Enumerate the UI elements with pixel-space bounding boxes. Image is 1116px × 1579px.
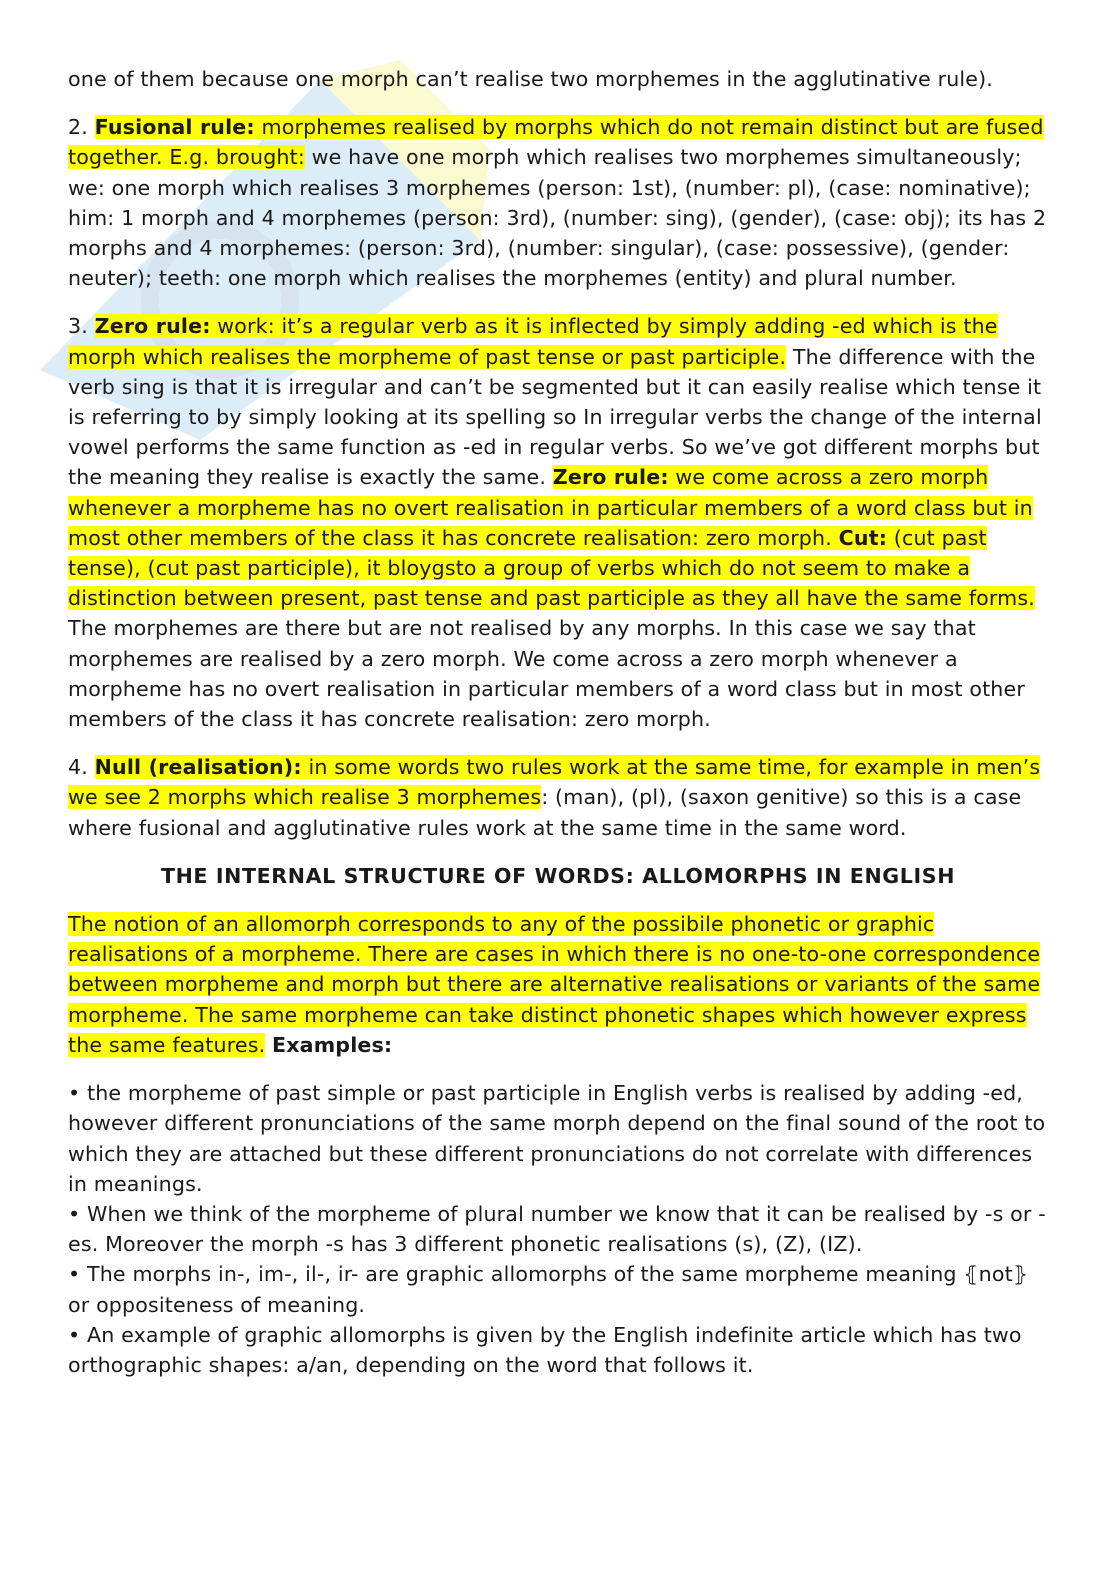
zero-rule-text-1: The difference with the verb sing is that it is irregular and can’t be segmented but it can easily realise which tense it is referring to by simply looking at its spelling so In irregular verbs the change of the internal vowel performs the same function as -ed in regular verbs. So we’ve got different morphs but the meaning they realise is exactly the same. <box>68 344 1042 490</box>
fusional-rule-paragraph <box>68 112 1048 293</box>
examples-label: Examples: <box>272 1032 393 1057</box>
zero-rule-paragraph <box>68 311 1048 734</box>
null-text: : (man), (pl), (saxon genitive) so this is a case where fusional and agglutinative rules work at the same time in the same word. <box>68 785 1022 840</box>
fusional-rule-label: Fusional rule: <box>94 115 255 140</box>
null-label: Null (realisation): <box>94 755 302 780</box>
zero-highlight-text-2: we come across a zero morph whenever a morpheme has no overt realisation in particular members of a word class but in most other members of the class it has concrete realisation: zero morph. <box>68 465 1033 550</box>
intro-tail-paragraph: one of them because one morph can’t realise two morphemes in the agglutinative rule). <box>68 67 993 91</box>
list-item: • When we think of the morpheme of plural number we know that it can be realised by -s or -es. Moreover the morph -s has 3 different phonetic realisations (s), (Z), (IZ). <box>68 1201 1046 1257</box>
cut-highlight-text: (cut past tense), (cut past participle), it bloygsto a group of verbs which do not seem to make a distinction between present, past tense and past participle as they all have the same forms. <box>68 525 1035 611</box>
zero-rule-label: Zero rule: <box>94 314 211 339</box>
section-title: THE INTERNAL STRUCTURE OF WORDS: ALLOMORPHS IN ENGLISH <box>160 863 956 888</box>
list-item: • An example of graphic allomorphs is given by the English indefinite article which has two orthographic shapes: a/an, depending on the word that follows it. <box>68 1322 1022 1377</box>
item-number: 2. <box>68 115 88 140</box>
list-item: • the morpheme of past simple or past participle in English verbs is realised by adding -ed, however different pronunciations of the same morph depend on the final sound of the root to which they are attached but these different pronunciations do not correlate with differences in meanings. <box>68 1081 1046 1196</box>
allomorph-definition: The notion of an allomorph corresponds to any of the possibile phonetic or graphic realisations of a morpheme. There are cases in which there is no one-to-one correspondence between morpheme and morph but there are alternative realisations or variants of the same morpheme. The same morpheme can take distinct phonetic shapes which however express the same features. <box>68 912 1041 1057</box>
null-highlight-text: in some words two rules work at the same time, for example in men’s we see 2 morphs which realise 3 morphemes <box>68 755 1041 810</box>
allomorph-paragraph <box>68 909 1048 1060</box>
zero-rule-label-2: Zero rule: <box>552 465 669 490</box>
zero-rule-text-2: The morphemes are there but are not realised by any morphs. In this case we say that morphemes are realised by a zero morph. We come across a zero morph whenever a morpheme has no overt realisation in particular members of a word class but in most other members of the class it has concrete realisation: zero morph. <box>68 616 1025 732</box>
item-number: 3. <box>68 314 88 339</box>
list-item: • The morphs in-, im-, il-, ir- are graphic allomorphs of the same morpheme meaning ⦃not⦄ or oppositeness of meaning. <box>68 1262 1029 1317</box>
item-number: 4. <box>68 755 88 780</box>
zero-highlight-text-1: work: it’s a regular verb as it is inflected by simply adding -ed which is the morph which realises the morpheme of past tense or past participle. <box>68 314 998 369</box>
cut-label: Cut: <box>838 525 888 550</box>
document-page <box>68 64 1048 1380</box>
fusional-highlight-text: morphemes realised by morphs which do not remain distinct but are fused together. E.g. brought: <box>68 115 1044 170</box>
fusional-rule-text: we have one morph which realises two morphemes simultaneously; we: one morph which realises 3 morphemes (person: 1st), (number: pl), (case: nominative); him: 1 morph and 4 morphemes (person: 3rd), (number: sing), (gender), (case: obj); its has 2 morphs and 4 morphemes: (person: 3rd), (number: singular), (case: possessive), (gender: neuter); teeth: one morph which realises the morphemes (entity) and plural number. <box>68 145 1047 291</box>
null-realisation-paragraph <box>68 752 1048 843</box>
examples-list <box>68 1078 1048 1380</box>
